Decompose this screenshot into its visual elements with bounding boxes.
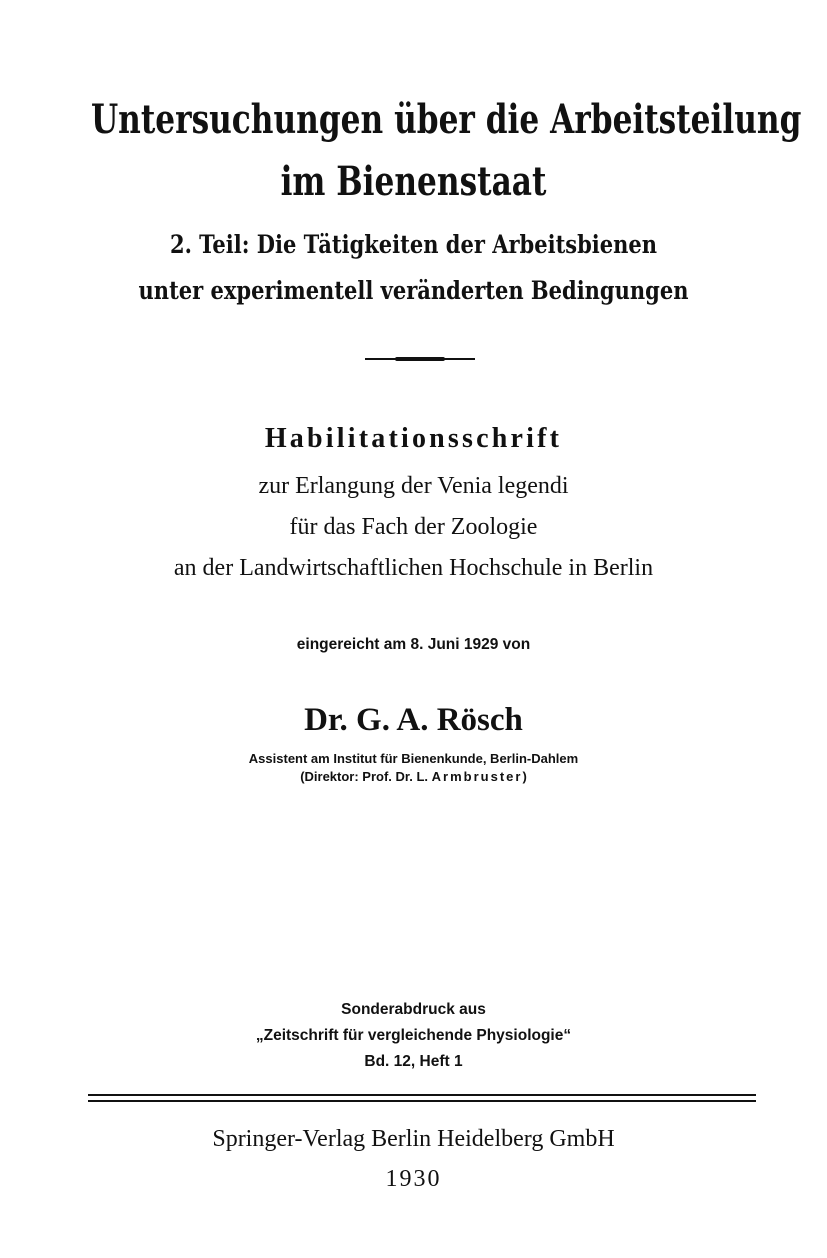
publisher: Springer-Verlag Berlin Heidelberg GmbH — [212, 1126, 615, 1152]
thesis-line-1: zur Erlangung der Venia legendi — [258, 473, 569, 499]
title-line-2: im Bienenstaat — [280, 158, 547, 205]
double-rule-bottom — [88, 1100, 756, 1102]
thesis-line-3: an der Landwirtschaftlichen Hochschule in Berlin — [173, 555, 654, 581]
double-rule-top — [88, 1094, 756, 1096]
author-name: Dr. G. A. Rösch — [304, 702, 523, 738]
reprint-line-1: Sonderabdruck aus — [341, 1001, 486, 1018]
author-director — [0, 770, 827, 783]
director-name: Armbruster — [431, 769, 523, 784]
reprint-line-3: Bd. 12, Heft 1 — [364, 1053, 463, 1070]
publication-year: 1930 — [385, 1166, 442, 1192]
reprint-line-2: „Zeitschrift für vergleichende Physiologie“ — [255, 1027, 572, 1044]
ornamental-separator — [365, 358, 475, 360]
director-suffix: ) — [522, 769, 527, 784]
submission-date: eingereicht am 8. Juni 1929 von — [296, 636, 531, 653]
subtitle-line-2: unter experimentell veränderten Bedingungen — [138, 276, 689, 305]
subtitle-line-1: 2. Teil: Die Tätigkeiten der Arbeitsbienen — [169, 230, 658, 259]
thesis-heading: Habilitationsschrift — [264, 423, 563, 454]
director-prefix: (Direktor: Prof. Dr. L. — [300, 769, 429, 784]
author-affiliation: Assistent am Institut für Bienenkunde, Berlin-Dahlem — [248, 751, 579, 766]
title-line-1: Untersuchungen über die Arbeitsteilung — [90, 96, 802, 143]
thesis-line-2: für das Fach der Zoologie — [289, 514, 538, 540]
